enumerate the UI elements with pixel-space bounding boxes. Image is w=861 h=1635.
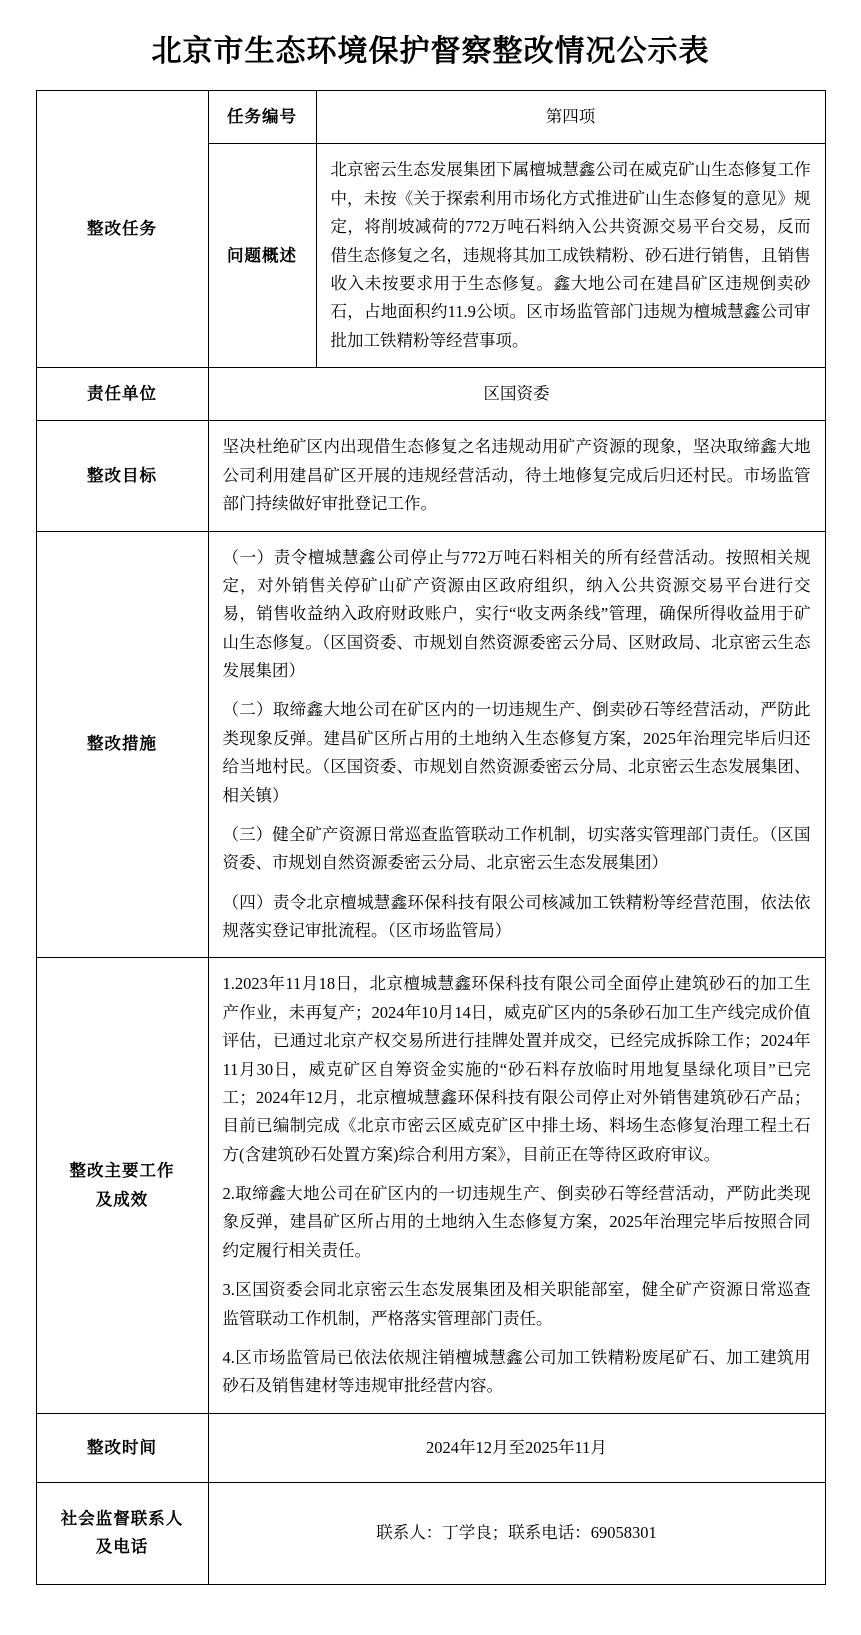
measure-item: （三）健全矿产资源日常巡查监管联动工作机制，切实落实管理部门责任。（区国资委、市规划自然资源委密云分局、北京密云生态发展集团） [222,824,811,873]
row-label-contact [36,1483,208,1585]
table-row-work-results [36,958,825,1413]
work-result-item: 1.2023年11月18日，北京檀城慧鑫环保科技有限公司全面停止建筑砂石的加工生产作业，未再复产；2024年10月14日，威克矿区内的5条砂石加工生产线完成价值评估，已通过北京产权交易所进行挂牌处置并成交，已经完成拆除工作；2024年11月30日，威克矿区自筹资金实施的“砂石料存放临时用地复垦绿化项目”已完工；2024年12月，北京檀城慧鑫环保科技有限公司停止对外销售建筑砂石产品；目前已编制完成《北京市密云区威克矿区中排土场、料场生态修复治理工程土石方(含建筑砂石处置方案)综合利用方案》，目前正在等待区政府审议。 [222,974,811,1164]
row-label-measures: 整改措施 [36,531,208,958]
work-result-item: 3.区国资委会同北京密云生态发展集团及相关职能部室，健全矿产资源日常巡查监管联动工作机制，严格落实管理部门责任。 [222,1280,811,1328]
goal-text: 坚决杜绝矿区内出现借生态修复之名违规动用矿产资源的现象，坚决取缔鑫大地公司利用建昌矿区开展的违规经营活动，待土地修复完成后归还村民。市场监管部门持续做好审批登记工作。 [208,421,825,531]
table-row-goal [36,421,825,531]
rectification-table [36,90,826,1585]
table-row-responsible-unit [36,368,825,421]
measure-item: （四）责令北京檀城慧鑫环保科技有限公司核减加工铁精粉等经营范围，依法依规落实登记审批流程。（区市场监管局） [222,892,811,940]
work-result-item: 2.取缔鑫大地公司在矿区内的一切违规生产、倒卖砂石等经营活动，严防此类现象反弹，建昌矿区所占用的土地纳入生态修复方案，2025年治理完毕后按照合同约定履行相关责任。 [222,1184,811,1260]
measure-item: （一）责令檀城慧鑫公司停止与772万吨石料相关的所有经营活动。按照相关规定，对外销售关停矿山矿产资源由区政府组织，纳入公共资源交易平台进行交易，销售收益纳入政府财政账户，实行“收支两条线”管理，确保所得收益用于矿山生态修复。（区国资委、市规划自然资源委密云分局、区财政局、北京密云生态发展集团） [222,547,811,680]
row-label-contact-line2: 及电话 [95,1537,149,1557]
responsible-unit-value: 区国资委 [208,368,825,421]
row-label-contact-line1: 社会监督联系人 [60,1509,184,1528]
row-label-time: 整改时间 [36,1413,208,1482]
table-row-time [36,1413,825,1482]
table-row-measures [36,531,825,958]
page-title: 北京市生态环境保护督察整改情况公示表 [151,35,710,68]
task-number-value: 第四项 [316,91,825,144]
work-results-cell [208,958,825,1413]
row-label-responsible-unit: 责任单位 [36,368,208,421]
measure-item: （二）取缔鑫大地公司在矿区内的一切违规生产、倒卖砂石等经营活动，严防此类现象反弹。建昌矿区所占用的土地纳入生态修复方案，2025年治理完毕后归还给当地村民。（区国资委、市规划自然资源委密云分局、北京密云生态发展集团、相关镇） [222,700,811,805]
row-label-work-results-line2: 及成效 [95,1189,149,1209]
contact-value: 联系人：丁学良；联系电话：69058301 [208,1483,825,1585]
row-label-goal: 整改目标 [36,421,208,531]
measures-cell [208,531,825,958]
work-result-item: 4.区市场监管局已依法依规注销檀城慧鑫公司加工铁精粉废尾矿石、加工建筑用砂石及销售建材等违规审批经营内容。 [222,1347,811,1396]
row-label-task: 整改任务 [36,91,208,368]
table-row-contact [36,1483,825,1585]
time-value: 2024年12月至2025年11月 [208,1413,825,1482]
row-label-work-results [36,958,208,1413]
row-sublabel-problem: 问题概述 [208,144,316,368]
table-row-task-number [36,91,825,144]
row-sublabel-task-number: 任务编号 [208,91,316,144]
row-label-work-results-line1: 整改主要工作 [69,1161,175,1181]
task-problem-text: 北京密云生态发展集团下属檀城慧鑫公司在威克矿山生态修复工作中，未按《关于探索利用市场化方式推进矿山生态修复的意见》规定，将削坡减荷的772万吨石料纳入公共资源交易平台交易，反而借生态修复之名，违规将其加工成铁精粉、砂石进行销售，且销售收入未按要求用于生态修复。鑫大地公司在建昌矿区违规倒卖砂石，占地面积约11.9公顷。区市场监管部门违规为檀城慧鑫公司审批加工铁精粉等经营事项。 [316,144,825,368]
